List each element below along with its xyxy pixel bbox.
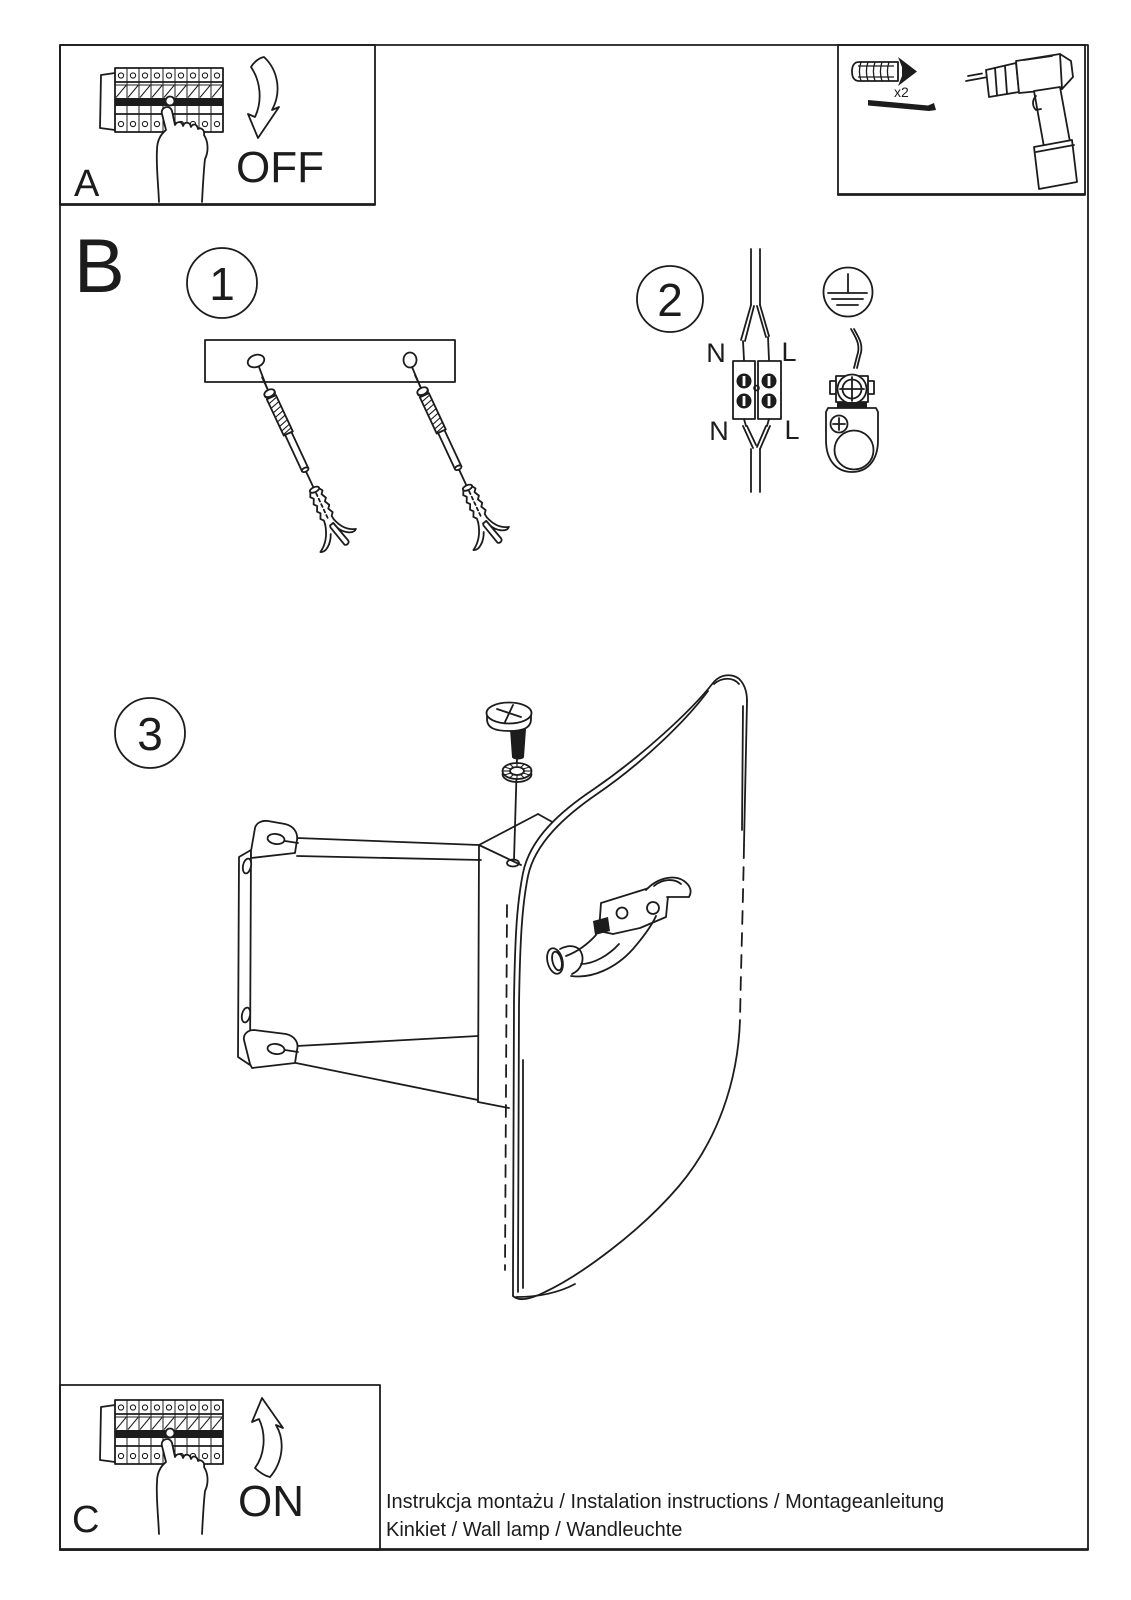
wall-plug-icon — [852, 57, 917, 86]
section-b-label: B — [74, 224, 125, 309]
step-1-number: 1 — [209, 258, 235, 310]
breaker-panel-off-icon — [100, 68, 223, 202]
off-label: OFF — [236, 143, 324, 192]
ground-symbol-icon — [824, 268, 873, 317]
assembly-screw-icon — [487, 703, 532, 760]
footer-line-1: Instrukcja montażu / Instalation instructions / Montageanleitung — [386, 1491, 945, 1513]
step-2-number: 2 — [657, 274, 683, 326]
off-arrow-icon — [248, 57, 279, 138]
step-2-badge — [637, 266, 703, 332]
lamp-shade-drawing — [505, 675, 747, 1299]
wire-label-l-bottom: L — [784, 415, 800, 445]
step-a-label: A — [74, 163, 100, 205]
mounting-screw-icon — [868, 100, 936, 111]
anchor-quantity-label: x2 — [894, 84, 909, 100]
screw-axis-line — [514, 742, 518, 860]
wall-screw-left-icon — [243, 368, 360, 556]
terminal-block — [733, 361, 781, 419]
wire-label-l-top: L — [781, 337, 797, 367]
wire-label-n-bottom: N — [709, 416, 729, 446]
wall-screw-right-icon — [396, 366, 513, 554]
on-label: ON — [238, 1477, 304, 1526]
breaker-panel-on-icon — [100, 1400, 223, 1534]
wire-label-n-top: N — [706, 338, 726, 368]
footer-line-2: Kinkiet / Wall lamp / Wandleuchte — [386, 1519, 683, 1541]
washer-icon — [503, 763, 532, 782]
step-1-badge — [187, 248, 257, 318]
assembly-drawing — [238, 675, 747, 1299]
drill-icon — [966, 54, 1077, 189]
hidden-edge-line — [505, 905, 507, 1270]
on-arrow-icon — [252, 1398, 283, 1477]
wall-bracket-drawing — [238, 821, 481, 1100]
ground-clamp-drawing — [826, 329, 878, 472]
step-3-badge — [115, 698, 185, 768]
step-3-number: 3 — [137, 708, 163, 760]
wiring-diagram — [706, 249, 799, 492]
step-c-label: C — [72, 1499, 100, 1541]
